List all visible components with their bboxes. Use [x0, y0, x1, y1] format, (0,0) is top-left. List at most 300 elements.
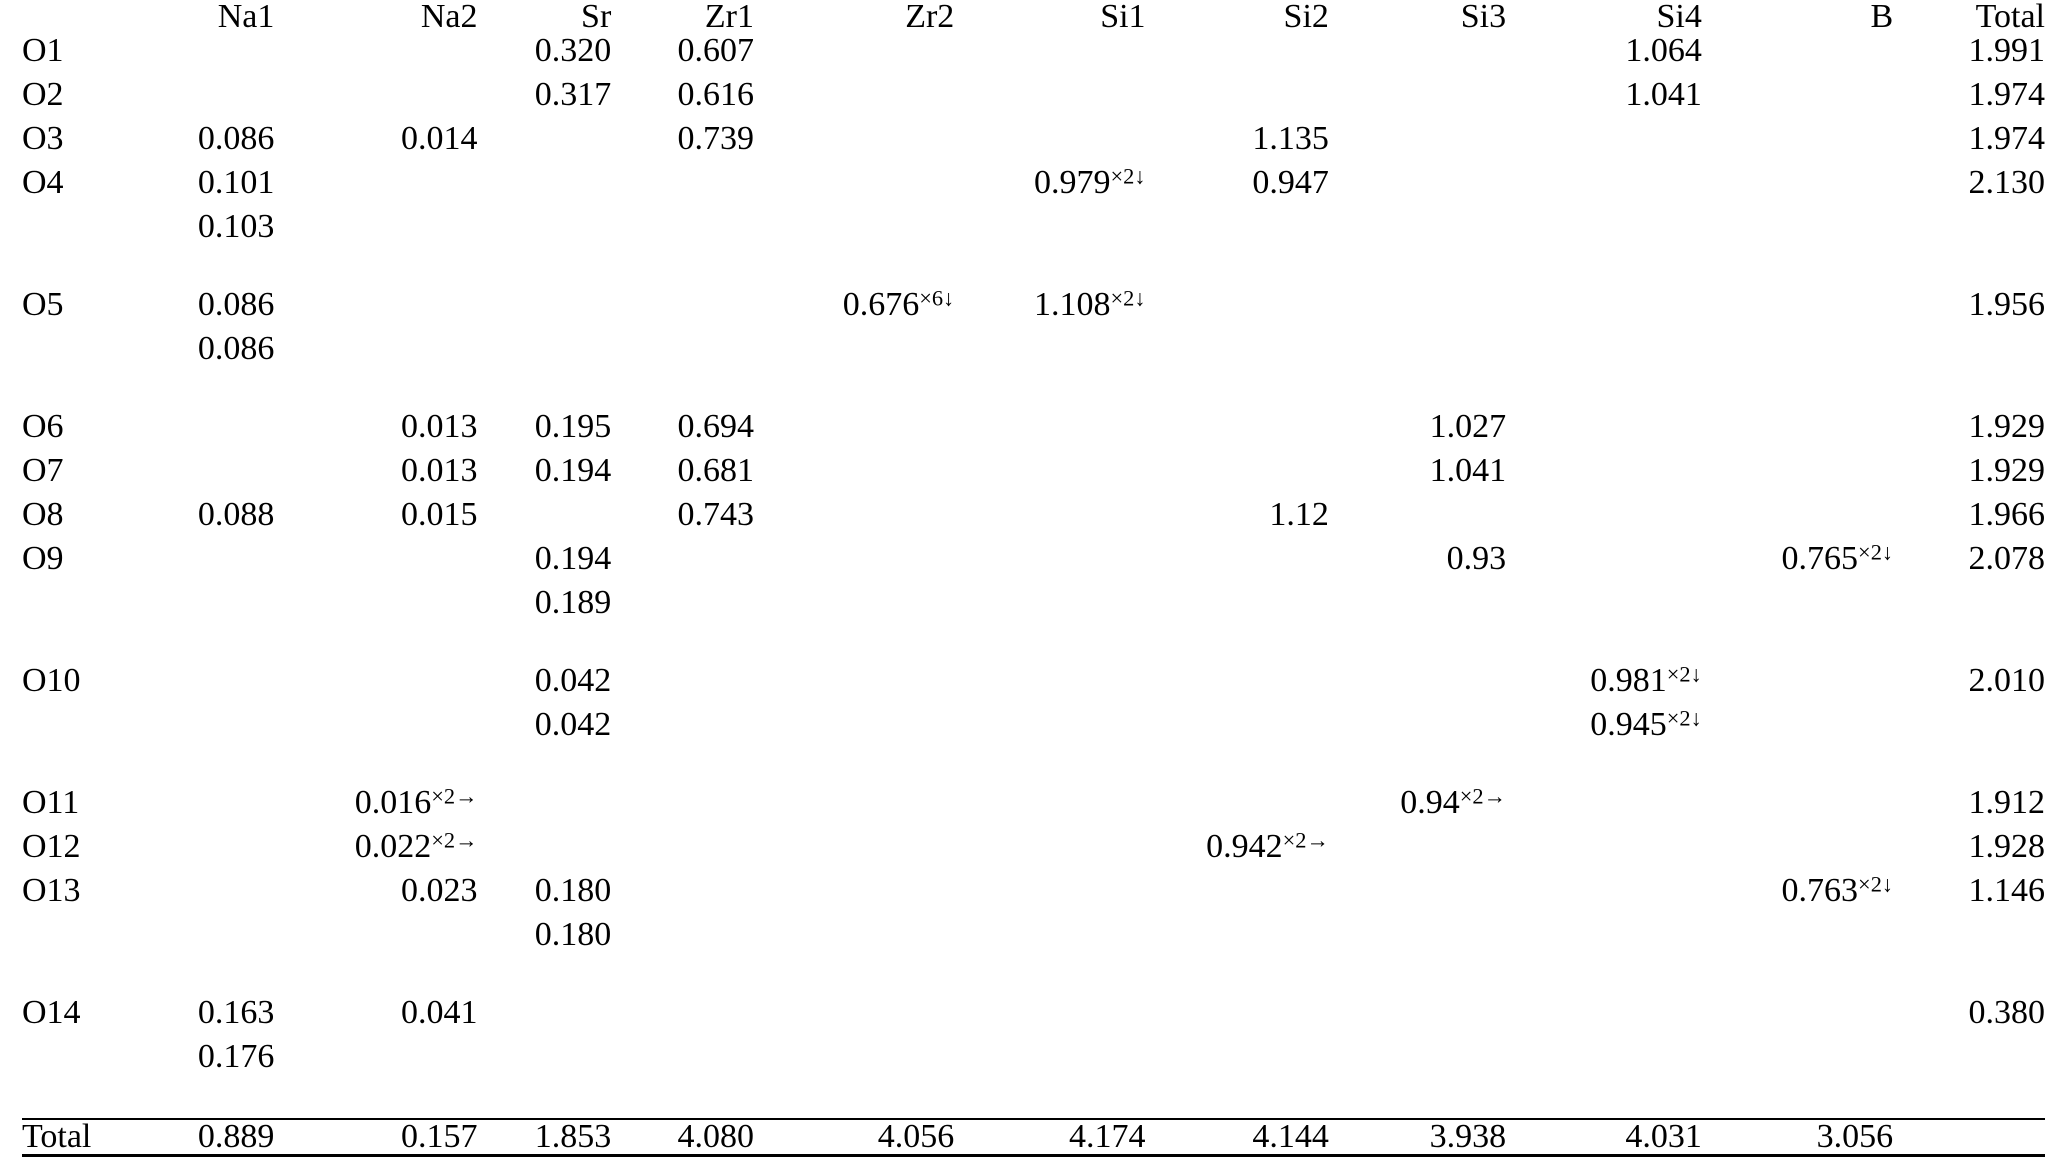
row-spacer	[22, 630, 2045, 664]
cell-si4	[1506, 332, 1702, 376]
spacer-cell	[115, 630, 274, 664]
cell-zr2	[754, 786, 954, 830]
table-row	[22, 34, 2045, 78]
cell-total: 2.130	[1968, 164, 2045, 201]
cell-si3	[1329, 78, 1506, 122]
row-label	[22, 708, 115, 752]
row-label: O9	[22, 540, 64, 577]
spacer-cell	[478, 962, 612, 996]
cell-si3	[1329, 664, 1506, 708]
row-label	[22, 586, 115, 630]
spacer-cell	[274, 630, 477, 664]
cell-na1	[115, 786, 274, 830]
cell-si4: 1.041	[1625, 76, 1702, 113]
cell-zr2	[754, 78, 954, 122]
table-row	[22, 830, 2045, 874]
column-header-zr1: Zr1	[704, 0, 754, 35]
spacer-cell	[1506, 752, 1702, 786]
spacer-cell	[1146, 752, 1329, 786]
spacer-cell	[1893, 962, 2045, 996]
cell-si2: 0.947	[1252, 164, 1329, 201]
spacer-cell	[1146, 962, 1329, 996]
cell-si1	[954, 34, 1145, 78]
spacer-cell	[115, 254, 274, 288]
cell-total: 1.929	[1968, 408, 2045, 445]
cell-si2	[1146, 542, 1329, 586]
cell-si2	[1146, 996, 1329, 1040]
row-label	[22, 210, 115, 254]
cell-si3	[1329, 918, 1506, 962]
spacer-cell	[274, 1084, 477, 1119]
total-cell-zr1: 4.080	[611, 1119, 754, 1156]
total-cell-na1: 0.889	[115, 1119, 274, 1156]
cell-total: 1.991	[1968, 32, 2045, 69]
cell-na1: 0.176	[197, 1038, 275, 1075]
cell-si3	[1329, 1040, 1506, 1084]
total-cell-zr2: 4.056	[754, 1119, 954, 1156]
spacer-cell	[115, 1084, 274, 1119]
cell-total: 2.078	[1968, 540, 2045, 577]
cell-si3	[1329, 874, 1506, 918]
table-row	[22, 874, 2045, 918]
spacer-cell	[1702, 254, 1893, 288]
table-row-continuation	[22, 708, 2045, 752]
bond-valence-sum-table	[22, 0, 2045, 1157]
cell-si3	[1329, 166, 1506, 210]
spacer-cell	[22, 962, 115, 996]
cell-zr2	[754, 34, 954, 78]
cell-b	[1702, 586, 1893, 630]
cell-zr2	[754, 166, 954, 210]
spacer-cell	[1702, 752, 1893, 786]
cell-si2	[1146, 874, 1329, 918]
spacer-cell	[1329, 752, 1506, 786]
cell-na1	[115, 664, 274, 708]
cell-na2	[274, 210, 477, 254]
table-row	[22, 78, 2045, 122]
cell-na1	[115, 410, 274, 454]
cell-si4	[1506, 410, 1702, 454]
cell-si4: 1.064	[1625, 32, 1702, 69]
total-cell-total	[1893, 1119, 2045, 1156]
cell-zr2	[754, 874, 954, 918]
table-row	[22, 498, 2045, 542]
cell-si1	[954, 454, 1145, 498]
cell-b	[1702, 918, 1893, 962]
cell-si1	[954, 78, 1145, 122]
cell-na2: 0.013	[401, 408, 478, 445]
spacer-cell	[1329, 630, 1506, 664]
spacer-cell	[1893, 254, 2045, 288]
column-header-si4: Si4	[1656, 0, 1702, 35]
cell-si3: $0.94^{\times 2\to}$	[1400, 783, 1507, 821]
row-spacer	[22, 752, 2045, 786]
multiplicity-marker: ×2→	[431, 827, 478, 853]
row-label: O7	[22, 452, 64, 489]
table-row-continuation	[22, 210, 2045, 254]
spacer-cell	[478, 752, 612, 786]
cell-b	[1702, 996, 1893, 1040]
row-label	[22, 332, 115, 376]
cell-na2: 0.014	[401, 120, 478, 157]
cell-si2	[1146, 332, 1329, 376]
table-row	[22, 288, 2045, 332]
cell-sr: 0.042	[534, 662, 612, 699]
cell-zr2	[754, 454, 954, 498]
cell-zr1	[611, 332, 754, 376]
cell-si3	[1329, 498, 1506, 542]
row-label: O14	[22, 994, 81, 1031]
multiplicity-marker: ×2↓	[1666, 661, 1702, 687]
cell-zr2	[754, 1040, 954, 1084]
spacer-cell	[954, 962, 1145, 996]
column-header-na2: Na2	[420, 0, 478, 35]
table-row-continuation	[22, 332, 2045, 376]
total-cell-si2: 4.144	[1146, 1119, 1329, 1156]
cell-si2	[1146, 454, 1329, 498]
cell-zr2	[754, 918, 954, 962]
spacer-cell	[115, 376, 274, 410]
cell-si4: $0.981^{\times 2↓}$	[1590, 661, 1702, 699]
table-total-row	[22, 1119, 2045, 1156]
spacer-cell	[611, 254, 754, 288]
table-row-continuation	[22, 918, 2045, 962]
cell-b	[1702, 332, 1893, 376]
cell-b	[1702, 830, 1893, 874]
cell-si2	[1146, 708, 1329, 752]
total-cell-si4: 4.031	[1506, 1119, 1702, 1156]
cell-na2	[274, 34, 477, 78]
spacer-cell	[611, 630, 754, 664]
table-row	[22, 542, 2045, 586]
cell-zr2	[754, 122, 954, 166]
total-cell-na2: 0.157	[274, 1119, 477, 1156]
spacer-cell	[611, 376, 754, 410]
spacer-cell	[754, 962, 954, 996]
cell-total	[1893, 708, 2045, 752]
cell-si1	[954, 786, 1145, 830]
cell-na1: 0.086	[197, 330, 275, 367]
row-label: O10	[22, 662, 81, 699]
cell-na2	[274, 918, 477, 962]
cell-na2: $0.022^{\times 2\to}$	[354, 827, 478, 865]
table-row	[22, 122, 2045, 166]
cell-b	[1702, 708, 1893, 752]
table-body	[22, 34, 2045, 1156]
multiplicity-marker: ×2→	[1282, 827, 1329, 853]
row-spacer	[22, 376, 2045, 410]
cell-b	[1702, 78, 1893, 122]
cell-si1	[954, 586, 1145, 630]
spacer-cell	[1702, 1084, 1893, 1119]
table-row-continuation	[22, 586, 2045, 630]
cell-si3: 0.93	[1446, 540, 1507, 577]
table-row	[22, 454, 2045, 498]
cell-si3	[1329, 830, 1506, 874]
cell-b	[1702, 1040, 1893, 1084]
cell-b	[1702, 210, 1893, 254]
cell-b	[1702, 410, 1893, 454]
cell-na1	[115, 830, 274, 874]
cell-na1: 0.086	[197, 120, 275, 157]
cell-zr1: 0.607	[677, 32, 754, 69]
cell-zr1: 0.681	[677, 452, 754, 489]
cell-zr1	[611, 708, 754, 752]
cell-total	[1893, 586, 2045, 630]
cell-zr1	[611, 166, 754, 210]
cell-si1	[954, 498, 1145, 542]
cell-sr	[478, 1040, 612, 1084]
cell-na1	[115, 874, 274, 918]
cell-si2: $0.942^{\times 2\to}$	[1206, 827, 1329, 865]
cell-si3	[1329, 332, 1506, 376]
spacer-cell	[1893, 752, 2045, 786]
cell-si2	[1146, 1040, 1329, 1084]
spacer-cell	[478, 254, 612, 288]
cell-b	[1702, 34, 1893, 78]
cell-si4	[1506, 918, 1702, 962]
spacer-cell	[1146, 1084, 1329, 1119]
cell-na1: 0.163	[197, 994, 275, 1031]
row-label: O11	[22, 784, 80, 821]
cell-na2	[274, 1040, 477, 1084]
cell-si1	[954, 210, 1145, 254]
cell-total	[1893, 210, 2045, 254]
cell-na2	[274, 332, 477, 376]
spacer-cell	[274, 254, 477, 288]
cell-si4	[1506, 542, 1702, 586]
spacer-cell	[478, 376, 612, 410]
cell-si1	[954, 708, 1145, 752]
total-cell-sr: 1.853	[478, 1119, 612, 1156]
cell-zr2	[754, 708, 954, 752]
cell-na2	[274, 708, 477, 752]
spacer-cell	[611, 962, 754, 996]
cell-sr: 0.320	[534, 32, 612, 69]
row-label: O6	[22, 408, 64, 445]
spacer-cell	[1506, 962, 1702, 996]
multiplicity-marker: ×2↓	[1110, 163, 1146, 189]
table-row	[22, 786, 2045, 830]
header-row	[22, 0, 2045, 34]
multiplicity-marker: ×2→	[431, 783, 478, 809]
column-header-zr2: Zr2	[905, 0, 955, 35]
cell-zr2	[754, 664, 954, 708]
cell-si2	[1146, 34, 1329, 78]
cell-si1: $0.979^{\times 2↓}$	[1033, 163, 1146, 201]
cell-sr	[478, 210, 612, 254]
cell-na2	[274, 78, 477, 122]
cell-sr: 0.317	[534, 76, 612, 113]
cell-si4	[1506, 996, 1702, 1040]
row-label: O13	[22, 872, 81, 909]
cell-na1	[115, 708, 274, 752]
cell-zr1: 0.739	[677, 120, 754, 157]
cell-sr: 0.180	[534, 916, 612, 953]
cell-si2: 1.135	[1252, 120, 1329, 157]
column-header-si2: Si2	[1283, 0, 1329, 35]
spacer-cell	[1506, 254, 1702, 288]
cell-na2	[274, 664, 477, 708]
cell-total	[1893, 918, 2045, 962]
total-cell-si3: 3.938	[1329, 1119, 1506, 1156]
cell-sr: 0.195	[534, 408, 612, 445]
cell-zr1	[611, 996, 754, 1040]
cell-si1: $1.108^{\times 2↓}$	[1033, 285, 1146, 323]
cell-na2: 0.041	[401, 994, 478, 1031]
total-row-label: Total	[22, 1119, 115, 1156]
cell-sr	[478, 288, 612, 332]
cell-sr: 0.194	[534, 540, 612, 577]
spacer-cell	[1893, 630, 2045, 664]
spacer-cell	[22, 376, 115, 410]
table-row	[22, 664, 2045, 708]
cell-b	[1702, 786, 1893, 830]
row-label: O4	[22, 164, 64, 201]
table-row-continuation	[22, 1040, 2045, 1084]
spacer-cell	[1329, 376, 1506, 410]
cell-si4	[1506, 122, 1702, 166]
cell-zr1	[611, 664, 754, 708]
cell-na1	[115, 542, 274, 586]
spacer-cell	[274, 752, 477, 786]
cell-total: 1.966	[1968, 496, 2045, 533]
cell-si2	[1146, 918, 1329, 962]
cell-si4	[1506, 454, 1702, 498]
cell-zr1	[611, 918, 754, 962]
cell-zr1	[611, 210, 754, 254]
cell-zr2	[754, 830, 954, 874]
cell-si3: 1.027	[1429, 408, 1507, 445]
cell-si3	[1329, 288, 1506, 332]
row-label: O8	[22, 496, 64, 533]
cell-si4	[1506, 288, 1702, 332]
spacer-cell	[22, 752, 115, 786]
cell-si2	[1146, 210, 1329, 254]
cell-na2: 0.013	[401, 452, 478, 489]
cell-si1	[954, 918, 1145, 962]
cell-si4	[1506, 166, 1702, 210]
total-cell-si1: 4.174	[954, 1119, 1145, 1156]
cell-total: 1.928	[1968, 828, 2045, 865]
cell-zr2	[754, 332, 954, 376]
cell-si2	[1146, 410, 1329, 454]
cell-sr: 0.189	[534, 584, 612, 621]
cell-sr: 0.194	[534, 452, 612, 489]
cell-zr1: 0.616	[677, 76, 754, 113]
cell-zr2	[754, 498, 954, 542]
spacer-cell	[1329, 254, 1506, 288]
cell-b	[1702, 454, 1893, 498]
cell-total: 1.974	[1968, 120, 2045, 157]
cell-si1	[954, 410, 1145, 454]
spacer-cell	[1702, 630, 1893, 664]
multiplicity-marker: ×2→	[1459, 783, 1507, 809]
spacer-cell	[478, 1084, 612, 1119]
spacer-cell	[954, 752, 1145, 786]
column-header-na1: Na1	[217, 0, 275, 35]
cell-total: 1.974	[1968, 76, 2045, 113]
spacer-cell	[754, 630, 954, 664]
row-label: O1	[22, 32, 64, 69]
cell-si1	[954, 874, 1145, 918]
spacer-cell	[954, 630, 1145, 664]
cell-si4	[1506, 498, 1702, 542]
cell-na2	[274, 586, 477, 630]
cell-b: $0.763^{\times 2↓}$	[1781, 871, 1894, 909]
cell-si4	[1506, 874, 1702, 918]
cell-b	[1702, 664, 1893, 708]
table-row	[22, 410, 2045, 454]
cell-si4	[1506, 586, 1702, 630]
cell-si1	[954, 542, 1145, 586]
spacer-cell	[954, 254, 1145, 288]
cell-si3	[1329, 34, 1506, 78]
row-label	[22, 1040, 115, 1084]
spacer-cell	[611, 1084, 754, 1119]
cell-si3	[1329, 122, 1506, 166]
spacer-cell	[1146, 254, 1329, 288]
spacer-cell	[1329, 962, 1506, 996]
cell-si1	[954, 1040, 1145, 1084]
cell-si1	[954, 664, 1145, 708]
spacer-cell	[1506, 1084, 1702, 1119]
cell-si1	[954, 332, 1145, 376]
spacer-cell	[22, 254, 115, 288]
spacer-cell	[115, 962, 274, 996]
cell-b	[1702, 288, 1893, 332]
row-label: O2	[22, 76, 64, 113]
cell-si2	[1146, 786, 1329, 830]
cell-sr	[478, 166, 612, 210]
cell-si3: 1.041	[1429, 452, 1507, 489]
cell-sr	[478, 332, 612, 376]
cell-si2	[1146, 288, 1329, 332]
row-spacer	[22, 962, 2045, 996]
cell-zr1	[611, 786, 754, 830]
cell-zr1	[611, 1040, 754, 1084]
multiplicity-marker: ×2↓	[1858, 539, 1894, 565]
cell-sr	[478, 786, 612, 830]
cell-si2	[1146, 586, 1329, 630]
cell-zr2	[754, 210, 954, 254]
spacer-cell	[1702, 376, 1893, 410]
cell-si3	[1329, 210, 1506, 254]
spacer-cell	[754, 1084, 954, 1119]
spacer-cell	[478, 630, 612, 664]
cell-total	[1893, 332, 2045, 376]
spacer-cell	[1506, 376, 1702, 410]
cell-b	[1702, 122, 1893, 166]
spacer-cell	[611, 752, 754, 786]
table-header	[22, 0, 2045, 34]
cell-si4	[1506, 786, 1702, 830]
cell-total: 1.956	[1968, 286, 2045, 323]
cell-si3	[1329, 996, 1506, 1040]
cell-zr2	[754, 586, 954, 630]
table-row	[22, 166, 2045, 210]
spacer-cell	[22, 1084, 115, 1119]
cell-sr: 0.042	[534, 706, 612, 743]
column-header-si3: Si3	[1460, 0, 1507, 35]
cell-na2	[274, 288, 477, 332]
cell-total: 1.929	[1968, 452, 2045, 489]
multiplicity-marker: ×2↓	[1110, 285, 1146, 311]
row-label	[22, 918, 115, 962]
column-header-si1: Si1	[1100, 0, 1146, 35]
cell-zr2	[754, 410, 954, 454]
column-header-total: Total	[1975, 0, 2045, 35]
